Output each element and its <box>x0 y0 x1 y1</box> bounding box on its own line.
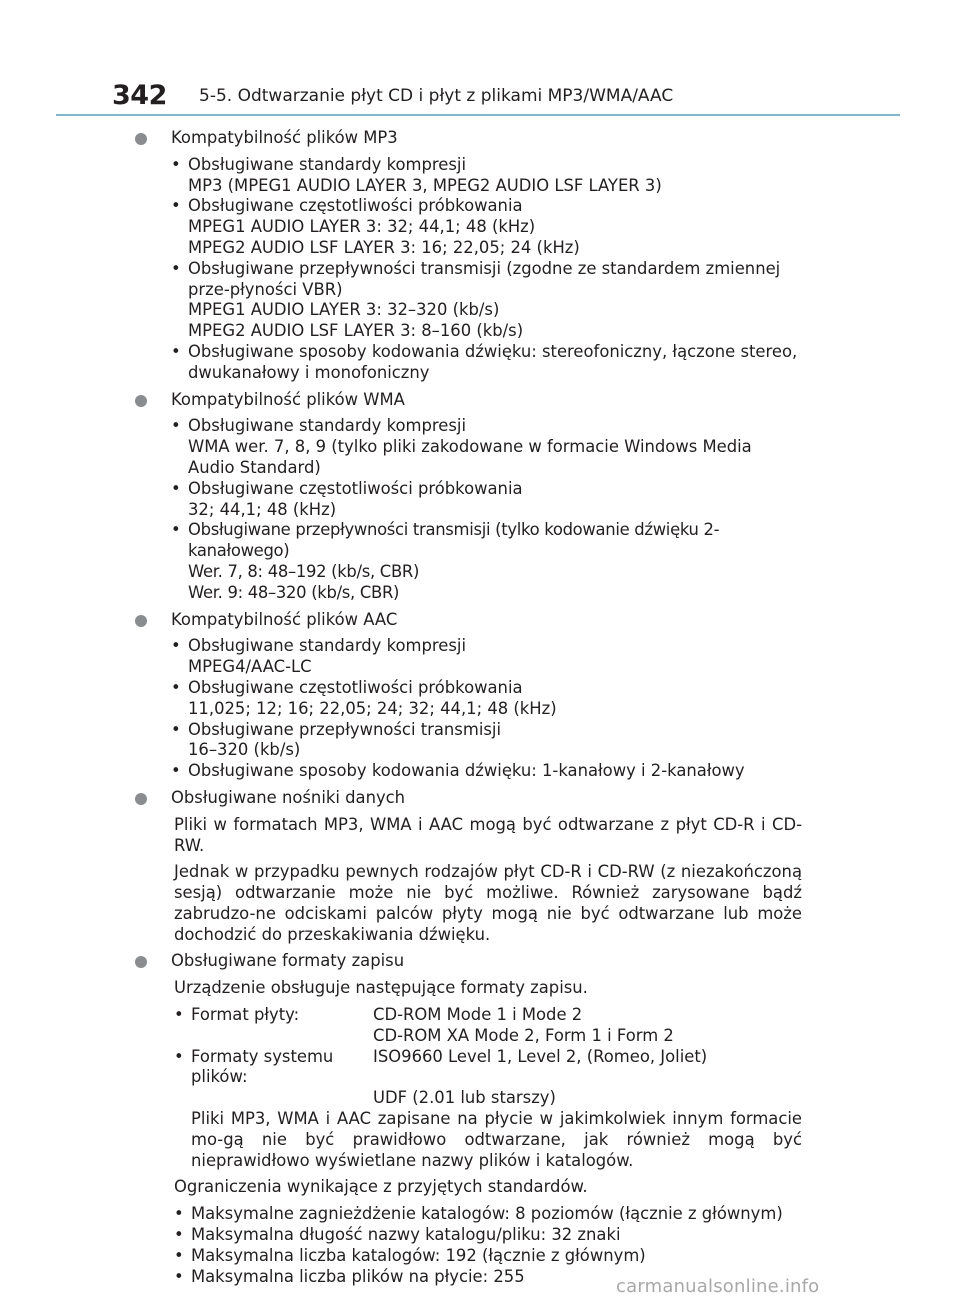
page-header <box>0 0 960 118</box>
bullet-dot-icon: • <box>174 1005 184 1025</box>
gray-circle-bullet-icon <box>135 793 147 805</box>
spec-list <box>171 416 802 603</box>
format-label: • Formaty systemu plików: <box>174 1046 334 1087</box>
item-detail: MPEG1 AUDIO LAYER 3: 32–320 (kb/s) <box>188 300 500 320</box>
bullet-dot-icon: • <box>171 636 181 656</box>
bullet-dot-icon: • <box>174 1245 184 1265</box>
format-note: Pliki MP3, WMA i AAC zapisane na płycie w jakimkolwiek innym formacie mo-gą nie być prawidłowo odtwarzane, jak również mogą być nieprawidłowo wyświetlane nazwy plików i katalogów. <box>191 1109 802 1170</box>
list-item: • Obsługiwane częstotliwości próbkowania MPEG1 AUDIO LAYER 3: 32; 44,1; 48 (kHz) MPEG2 AUDIO LSF LAYER 3: 16; 22,05; 24 (kHz) <box>171 196 802 258</box>
list-item: • Obsługiwane standardy kompresji WMA wer. 7, 8, 9 (tylko pliki zakodowane w formacie Windows Media Audio Standard) <box>171 416 802 478</box>
gray-circle-bullet-icon <box>135 956 147 968</box>
paragraph: Jednak w przypadku pewnych rodzajów płyt CD-R i CD-RW (z niezakończoną sesją) odtwarzanie może nie być możliwe. Również zarysowane bądź zabrudzo-ne odciskami palców płyty mogą nie być odtwarzane lub może dochodzić do przeskakiwania dźwięku. <box>174 862 802 944</box>
format-value: CD-ROM Mode 1 i Mode 2 <box>373 1005 583 1025</box>
format-value: UDF (2.01 lub starszy) <box>373 1088 556 1108</box>
bullet-dot-icon: • <box>171 761 181 781</box>
header-divider <box>56 114 900 116</box>
item-detail: MPEG1 AUDIO LAYER 3: 32; 44,1; 48 (kHz) <box>188 217 536 237</box>
limits-intro: Ograniczenia wynikające z przyjętych standardów. <box>174 1177 588 1197</box>
chapter-title: 5-5. Odtwarzanie płyt CD i płyt z plikami MP3/WMA/AAC <box>199 86 674 106</box>
list-item: • Maksymalna liczba katalogów: 192 (łącznie z głównym) <box>174 1245 646 1265</box>
item-detail: MPEG4/AAC-LC <box>188 657 312 677</box>
item-detail: WMA wer. 7, 8, 9 (tylko pliki zakodowane w formacie Windows Media Audio Standard) <box>188 437 752 477</box>
bullet-dot-icon: • <box>174 1266 184 1286</box>
spec-list <box>171 636 802 782</box>
section-heading: Obsługiwane formaty zapisu <box>134 951 802 972</box>
list-item: • Obsługiwane sposoby kodowania dźwięku: stereofoniczny, łączone stereo, dwukanałowy i monofoniczny <box>171 341 798 382</box>
bullet-dot-icon: • <box>171 196 181 216</box>
section-heading: Kompatybilność plików AAC <box>134 610 802 631</box>
page-number: 342 <box>112 80 167 111</box>
list-item: • Maksymalna długość nazwy katalogu/pliku: 32 znaki <box>174 1225 621 1245</box>
list-item: • Obsługiwane częstotliwości próbkowania 11,025; 12; 16; 22,05; 24; 32; 44,1; 48 (kHz) <box>171 678 802 720</box>
page-content <box>134 128 802 1287</box>
list-item: • Maksymalna liczba plików na płycie: 255 <box>174 1266 525 1286</box>
format-rows <box>174 1005 802 1109</box>
gray-circle-bullet-icon <box>135 395 147 407</box>
list-item: • Obsługiwane przepływności transmisji 16–320 (kb/s) <box>171 720 802 762</box>
list-item: • Obsługiwane standardy kompresji MP3 (MPEG1 AUDIO LAYER 3, MPEG2 AUDIO LSF LAYER 3) <box>171 155 802 197</box>
bullet-dot-icon: • <box>171 416 181 436</box>
section-mp3 <box>134 128 802 384</box>
item-detail: 32; 44,1; 48 (kHz) <box>188 499 337 519</box>
section-heading: Kompatybilność plików MP3 <box>134 128 802 149</box>
bullet-dot-icon: • <box>171 677 181 697</box>
bullet-dot-icon: • <box>174 1225 184 1245</box>
bullet-dot-icon: • <box>171 258 181 278</box>
paragraph: Pliki w formatach MP3, WMA i AAC mogą być odtwarzane z płyt CD-R i CD-RW. <box>174 814 802 855</box>
list-item: • Obsługiwane przepływności transmisji (zgodne ze standardem zmiennej prze-płyności VBR) MPEG1 AUDIO LAYER 3: 32–320 (kb/s) MPEG2 AUDIO LSF LAYER 3: 8–160 (kb/s) <box>171 259 802 342</box>
bullet-dot-icon: • <box>174 1046 184 1066</box>
format-value: CD-ROM XA Mode 2, Form 1 i Form 2 <box>373 1025 674 1045</box>
item-detail: MPEG2 AUDIO LSF LAYER 3: 16; 22,05; 24 (kHz) <box>188 237 580 257</box>
watermark: carmanualsonline.info <box>616 1276 820 1297</box>
section-formats <box>134 951 802 1287</box>
gray-circle-bullet-icon <box>135 133 147 145</box>
item-detail: Wer. 9: 48–320 (kb/s, CBR) <box>188 582 400 602</box>
bullet-dot-icon: • <box>171 341 181 361</box>
bullet-dot-icon: • <box>171 520 181 540</box>
section-media <box>134 788 802 946</box>
format-value: ISO9660 Level 1, Level 2, (Romeo, Joliet) <box>373 1046 708 1066</box>
item-detail: 16–320 (kb/s) <box>188 740 301 760</box>
list-item: • Obsługiwane sposoby kodowania dźwięku: 1-kanałowy i 2-kanałowy <box>171 761 745 781</box>
bullet-dot-icon: • <box>171 478 181 498</box>
gray-circle-bullet-icon <box>135 615 147 627</box>
item-detail: MP3 (MPEG1 AUDIO LAYER 3, MPEG2 AUDIO LSF LAYER 3) <box>188 175 662 195</box>
spec-list <box>171 155 802 384</box>
item-detail: Wer. 7, 8: 48–192 (kb/s, CBR) <box>188 561 420 581</box>
item-detail: 11,025; 12; 16; 22,05; 24; 32; 44,1; 48 (kHz) <box>188 698 557 718</box>
limits-list <box>174 1204 802 1287</box>
section-heading: Obsługiwane nośniki danych <box>134 788 802 809</box>
list-item: • Maksymalne zagnieżdżenie katalogów: 8 poziomów (łącznie z głównym) <box>174 1204 783 1224</box>
format-label: • Format płyty: <box>174 1005 300 1025</box>
section-wma <box>134 390 802 604</box>
list-item: • Obsługiwane standardy kompresji MPEG4/AAC-LC <box>171 636 802 678</box>
paragraph: Urządzenie obsługuje następujące formaty zapisu. <box>174 978 588 998</box>
format-table <box>174 1005 802 1109</box>
section-heading: Kompatybilność plików WMA <box>134 390 802 411</box>
list-item: • Obsługiwane przepływności transmisji (tylko kodowanie dźwięku 2-kanałowego) Wer. 7, 8: 48–192 (kb/s, CBR) Wer. 9: 48–320 (kb/s, CBR) <box>171 520 802 603</box>
bullet-dot-icon: • <box>171 154 181 174</box>
bullet-dot-icon: • <box>174 1204 184 1224</box>
bullet-dot-icon: • <box>171 719 181 739</box>
list-item: • Obsługiwane częstotliwości próbkowania 32; 44,1; 48 (kHz) <box>171 479 802 521</box>
section-aac <box>134 610 802 782</box>
item-detail: MPEG2 AUDIO LSF LAYER 3: 8–160 (kb/s) <box>188 321 524 341</box>
